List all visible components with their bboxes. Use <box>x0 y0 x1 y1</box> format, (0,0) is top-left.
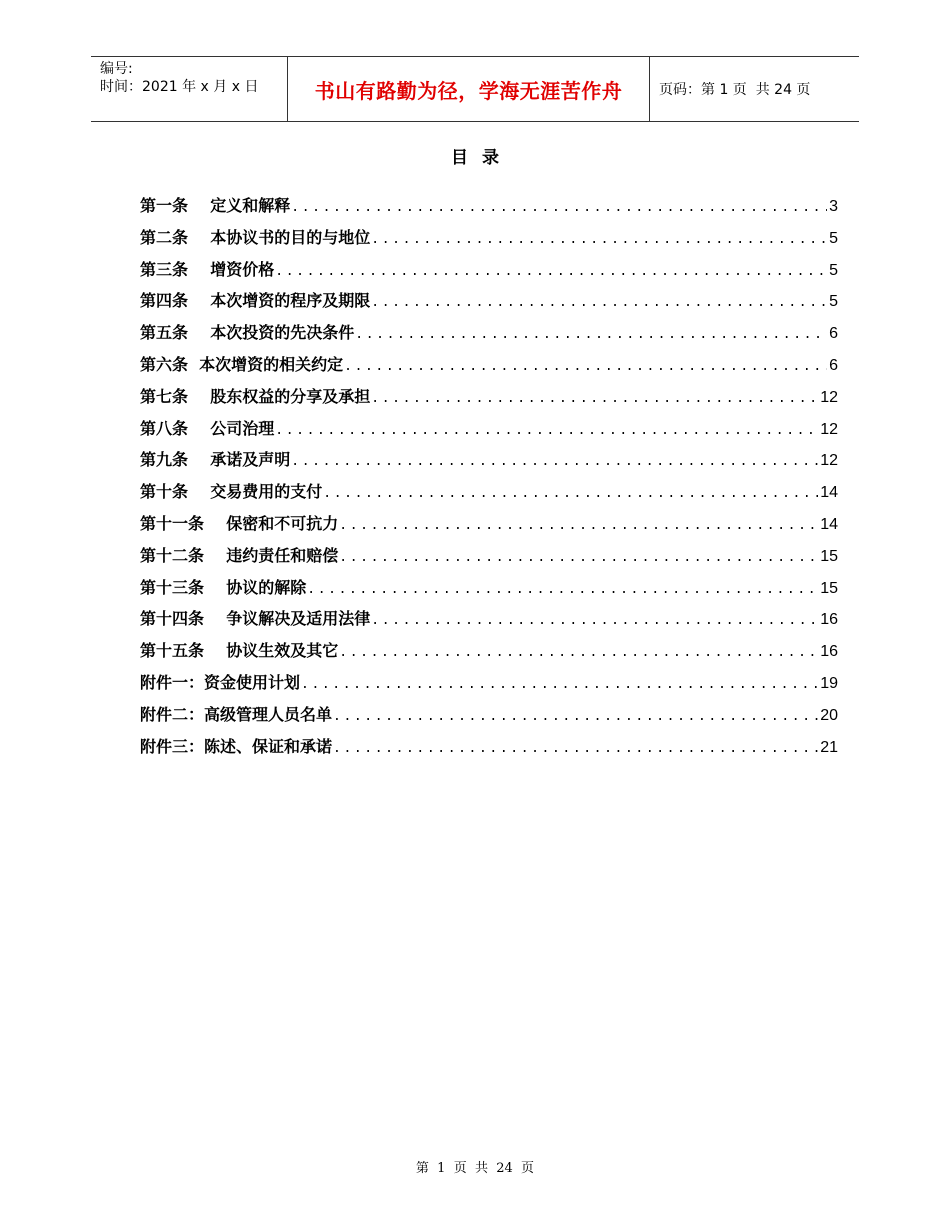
toc-entry[interactable] <box>140 543 838 575</box>
header-page-code: 页码：第 1 页 共 24 页 <box>659 82 811 98</box>
toc-entry-label: 第一条 定义和解释 <box>140 196 291 215</box>
toc-entry-label: 第十一条 保密和不可抗力 <box>140 513 339 533</box>
toc-entry[interactable] <box>140 288 838 320</box>
toc-leader-dots <box>339 645 818 660</box>
toc-entry[interactable] <box>140 384 838 416</box>
toc-leader-dots <box>275 423 818 438</box>
toc-entry-label: 第七条 股东权益的分享及承担 <box>140 386 371 406</box>
toc-entry[interactable] <box>140 447 838 479</box>
toc-entry[interactable] <box>140 479 838 511</box>
toc-entry-label: 第二条 本协议书的目的与地位 <box>140 227 371 247</box>
footer-page-number: 第 1 页 共 24 页 <box>415 1161 535 1176</box>
toc-entry-label: 第十二条 违约责任和赔偿 <box>140 545 339 565</box>
time-label: 时间：2021 年 x 月 x 日 <box>100 79 259 95</box>
toc-entry-page: 12 <box>820 452 838 470</box>
toc-entry[interactable] <box>140 193 838 225</box>
toc-leader-dots <box>333 709 818 724</box>
toc-leader-dots <box>291 200 827 215</box>
toc-leader-dots <box>323 486 818 501</box>
toc-entry-page: 16 <box>820 643 838 661</box>
toc-leader-dots <box>371 232 827 247</box>
toc-entry-page: 5 <box>829 229 838 247</box>
toc-entry-label: 附件二：高级管理人员名单 <box>140 704 333 724</box>
toc-entry-page: 15 <box>820 579 838 597</box>
toc-entry[interactable] <box>140 670 838 702</box>
toc-leader-dots <box>371 391 818 406</box>
toc-entry-page: 20 <box>820 706 838 724</box>
toc-entry-label: 第十五条 协议生效及其它 <box>140 641 339 661</box>
document-header <box>91 56 859 122</box>
toc-entry[interactable] <box>140 575 838 607</box>
toc-leader-dots <box>371 613 818 628</box>
table-of-contents <box>140 193 838 765</box>
toc-entry-label: 附件三：陈述、保证和承诺 <box>140 736 333 756</box>
toc-leader-dots <box>344 359 827 374</box>
toc-entry[interactable] <box>140 225 838 257</box>
header-info-cell <box>91 57 287 121</box>
toc-entry-label: 第十四条 争议解决及适用法律 <box>140 609 371 629</box>
number-label: 编号: <box>100 61 133 77</box>
toc-entry[interactable] <box>140 511 838 543</box>
toc-entry-page: 16 <box>820 611 838 629</box>
toc-entry-page: 15 <box>820 547 838 565</box>
toc-entry-page: 6 <box>829 325 838 343</box>
toc-entry-page: 14 <box>820 484 838 502</box>
header-page-cell <box>650 57 859 121</box>
toc-entry-label: 第八条 公司治理 <box>140 418 275 438</box>
toc-leader-dots <box>307 582 818 597</box>
toc-entry-page: 3 <box>829 198 838 215</box>
toc-leader-dots <box>339 550 818 565</box>
toc-leader-dots <box>371 295 827 310</box>
toc-entry[interactable] <box>140 702 838 734</box>
toc-entry[interactable] <box>140 734 838 766</box>
toc-entry-page: 6 <box>829 356 838 374</box>
toc-entry[interactable] <box>140 606 838 638</box>
toc-leader-dots <box>355 327 827 342</box>
toc-leader-dots <box>339 518 818 533</box>
toc-entry-page: 14 <box>820 515 838 533</box>
toc-entry-label: 第十三条 协议的解除 <box>140 577 307 597</box>
toc-entry-label: 第三条 增资价格 <box>140 259 275 279</box>
toc-entry[interactable] <box>140 320 838 352</box>
toc-entry-page: 5 <box>829 293 838 311</box>
toc-entry-page: 19 <box>820 674 838 692</box>
toc-leader-dots <box>291 454 818 469</box>
toc-entry-page: 5 <box>829 261 838 279</box>
toc-entry-page: 12 <box>820 388 838 406</box>
toc-entry-label: 第五条 本次投资的先决条件 <box>140 323 355 343</box>
toc-entry[interactable] <box>140 257 838 289</box>
toc-entry[interactable] <box>140 416 838 448</box>
toc-title: 目录 <box>451 148 513 168</box>
toc-entry-label: 第六条 本次增资的相关约定 <box>140 354 344 374</box>
toc-entry[interactable] <box>140 638 838 670</box>
page-footer <box>0 1157 950 1176</box>
toc-entry-label: 附件一：资金使用计划 <box>140 672 301 692</box>
toc-entry-page: 21 <box>820 738 838 756</box>
toc-entry[interactable] <box>140 352 838 384</box>
header-motto: 书山有路勤为径，学海无涯苦作舟 <box>287 57 650 121</box>
toc-entry-label: 第四条 本次增资的程序及期限 <box>140 291 371 311</box>
toc-leader-dots <box>275 264 827 279</box>
toc-entry-label: 第十条 交易费用的支付 <box>140 482 323 502</box>
toc-leader-dots <box>301 677 818 692</box>
toc-entry-page: 12 <box>820 420 838 438</box>
toc-entry-label: 第九条 承诺及声明 <box>140 450 291 470</box>
toc-leader-dots <box>333 741 818 756</box>
